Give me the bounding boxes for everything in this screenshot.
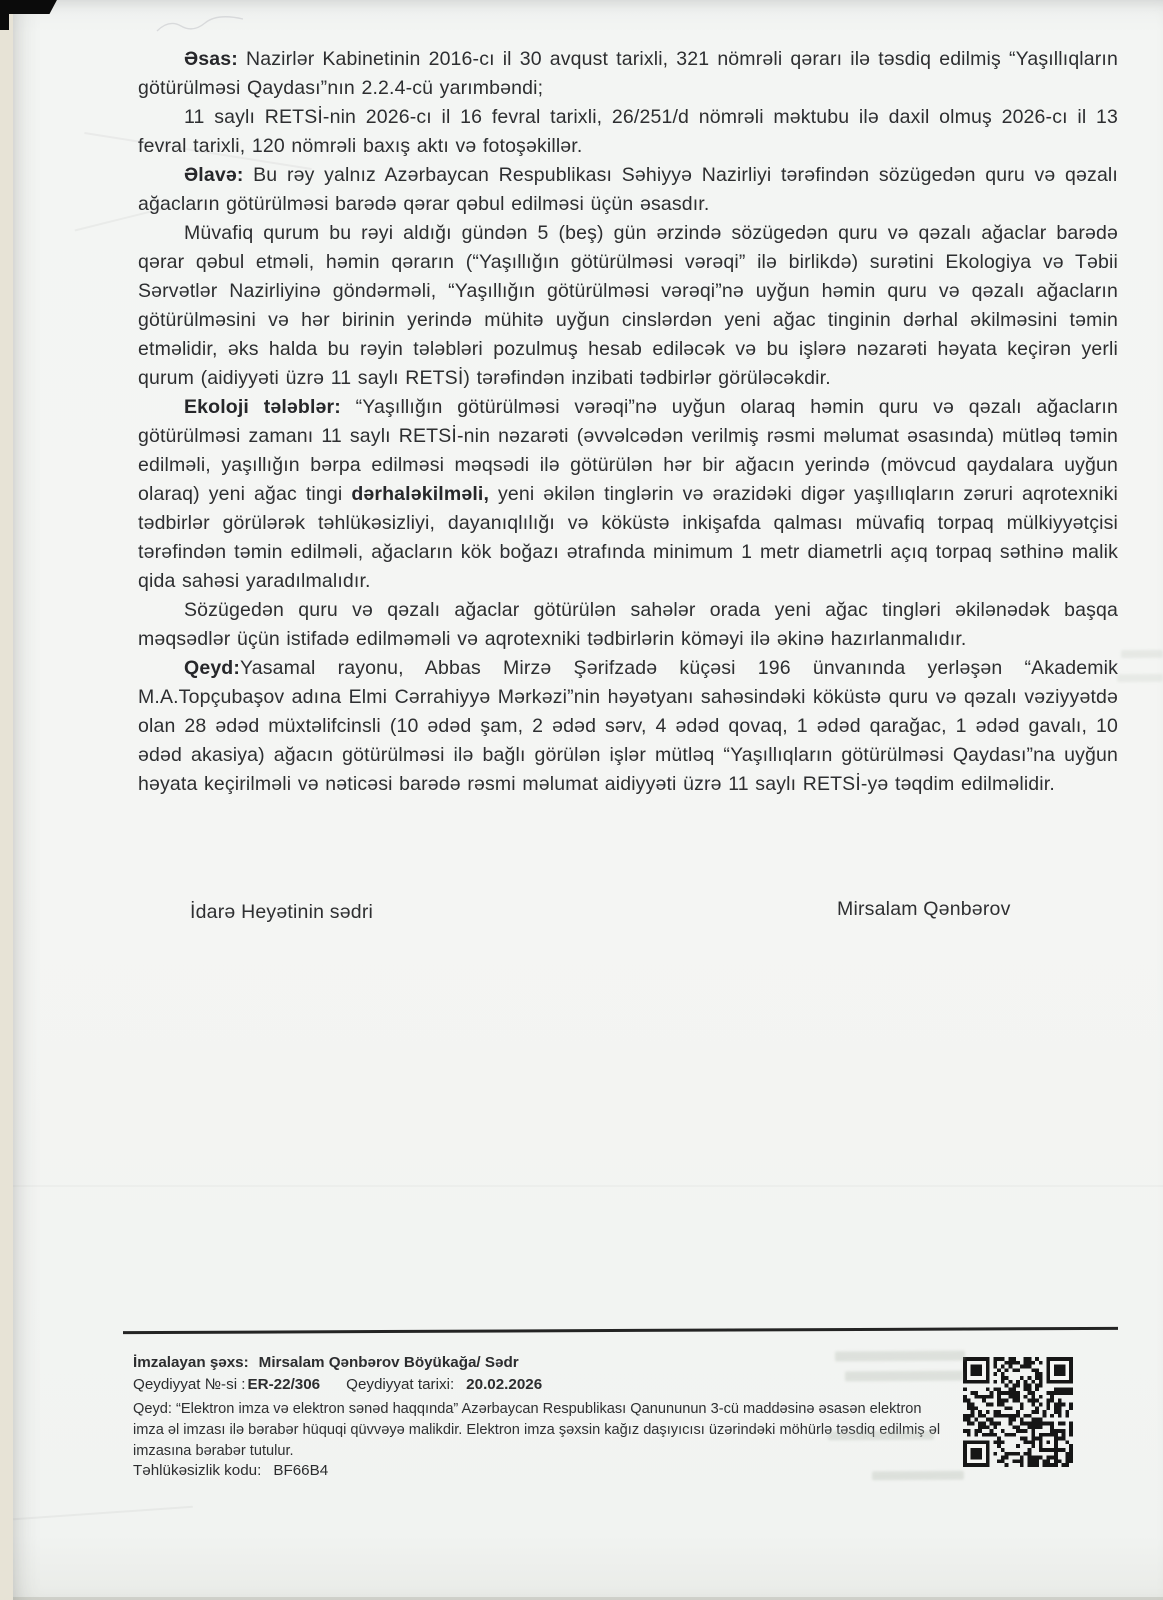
bleed-through-mark — [845, 1371, 963, 1382]
scan-corner-artifact — [0, 0, 9, 30]
bold-text-run: Qeyd: — [184, 657, 241, 679]
text-run: Yasamal rayonu, Abbas Mirzə Şərifzadə küçəsi 196 ünvanında yerləşən “Akademik M.A.Topçubaşov adına Elmi Cərrahiyyə Mərkəzi”nin həyətyanı sahəsindəki köküstə quru və qəzalı vəziyyətdə olan 28 ədəd müxtəlifcinsli (10 ədəd şam, 2 ədəd sərv, 4 ədəd qovaq, 1 ədəd qarağac, 1 ədəd gavalı, 10 ədəd akasiya) ağacın götürülməsi ilə bağlı görülən işlər mütləq “Yaşıllıqların götürülməsi Qaydası”na uyğun həyata keçirilməli və nəticəsi barədə rəsmi məlumat aidiyyəti üzrə 11 saylı RETSİ-yə təqdim edilməlidir. — [138, 657, 1118, 795]
bold-text-run: dərhaləkilməli, — [351, 483, 490, 505]
security-code-value: BF66B4 — [273, 1462, 329, 1479]
bleed-through-mark — [1117, 674, 1163, 682]
text-run: yeni əkilən tinglərin və ərazidəki digər yaşıllıqların zəruri aqrotexniki tədbirlər görülərək təhlükəsizliyi, dayanıqlılığı və köküstə inkişafda qalması müvafiq torpaq mülkiyyətçisi tərəfindən təmin edilməli, ağacların kök boğazı ətrafında minimum 1 metr diametrli açıq torpaq səthinə malik qida sahəsi yaradılmalıdır. — [138, 483, 1118, 592]
paper-crease — [13, 1185, 1163, 1187]
text-run: Bu rəy yalnız Azərbaycan Respublikası Səhiyyə Nazirliyi tərəfindən sözügedən quru və qəzalı ağacların götürülməsi barədə qərar qəbul edilməsi üçün əsasdır. — [138, 164, 1118, 215]
body-paragraph — [138, 161, 1118, 219]
text-run: Sözügedən quru və qəzalı ağaclar götürülən sahələr orada yeni ağac tingləri əkilənədək başqa məqsədlər üçün istifadə edilməməli və aqrotexniki tədbirlərin köməyi ilə əkinə hazırlanmalıdır. — [138, 599, 1118, 650]
security-code-label: Təhlükəsizlik kodu: — [133, 1462, 262, 1479]
text-run: Nazirlər Kabinetinin 2016-cı il 30 avqust tarixli, 321 nömrəli qərarı ilə təsdiq edilmiş “Yaşıllıqların götürülməsi Qaydası”nın 2.2.4-cü yarımbəndi; — [138, 48, 1118, 99]
bleed-through-mark — [828, 1431, 934, 1441]
registration-date-label: Qeydiyyat tarixi: — [346, 1376, 455, 1393]
registration-date-value: 20.02.2026 — [466, 1376, 543, 1393]
bleed-through-mark — [1121, 650, 1163, 658]
bold-text-run: Əlavə: — [184, 164, 244, 186]
text-run: 11 saylı RETSİ-nin 2026-cı il 16 fevral tarixli, 26/251/d nömrəli məktubu ilə daxil olmuş 2026-cı il 13 fevral tarixli, 120 nömrəli baxış aktı və fotoşəkillər. — [138, 106, 1118, 157]
text-run: Müvafiq qurum bu rəyi aldığı gündən 5 (beş) gün ərzində sözügedən quru və qəzalı ağaclar barədə qərar qəbul etməli, həmin qərarın (“Yaşıllığın götürülməsi vərəqi” ilə birlikdə) surətini Ekologiya və Təbii Sərvətlər Nazirliyinə göndərməli, “Yaşıllığın götürülməsi vərəqi”nə uyğun həmin quru və qəzalı ağacların götürülməsini və hər birinin yerində mühitə uyğun cinslərdən yeni ağac tinginin dərhal əkilməsini təmin etməlidir, əks halda bu rəyin tələbləri pozulmuş hesab ediləcək və bu işlərə nəzarəti həyata keçirən yerli qurum (aidiyyəti üzrə 11 saylı RETSİ) tərəfindən inzibati tədbirlər görüləcəkdir. — [138, 222, 1118, 389]
body-paragraph — [138, 393, 1118, 596]
body-text — [138, 45, 1118, 799]
footer-divider — [123, 1327, 1118, 1334]
body-paragraph — [138, 596, 1118, 654]
signature-title: İdarə Heyətinin sədri — [190, 901, 374, 923]
text-run: “Yaşıllığın götürülməsi vərəqi”nə uyğun olaraq həmin quru və qəzalı ağacların götürülməsi zamanı 11 saylı RETSİ-nin nəzarəti (əvvəlcədən verilmiş rəsmi məlumat əsasında) mütləq təmin edilməli, yaşıllığın bərpa edilməsi məqsədi ilə götürülən hər bir ağacın yerində (mövcud qaydalara uyğun olaraq) yeni ağac tingi — [138, 396, 1118, 505]
security-code-line — [133, 1462, 328, 1479]
bleed-through-mark — [835, 1351, 965, 1362]
signer-value: Mirsalam Qənbərov Böyükağa/ Sədr — [258, 1354, 519, 1371]
body-paragraph — [138, 654, 1118, 799]
signature-name: Mirsalam Qənbərov — [837, 898, 1011, 920]
pencil-scribble-mark — [153, 12, 249, 38]
qr-code — [963, 1357, 1073, 1467]
registration-number-label: Qeydiyyat №-si : — [133, 1376, 246, 1393]
body-paragraph — [138, 45, 1118, 103]
bold-text-run: Ekoloji tələblər: — [184, 396, 341, 418]
signer-label: İmzalayan şəxs: — [133, 1354, 249, 1371]
body-paragraph — [138, 103, 1118, 161]
legal-note: Qeyd: “Elektron imza və elektron sənəd haqqında” Azərbaycan Respublikası Qanununun 3-cü maddəsinə əsasən elektron imza əl imzası ilə bərabər hüquqi qüvvəyə malikdir. Elektron imza şəxsin kağız daşıyıcısı üzərindəki möhürlə təsdiq edilmiş əl imzasına bərabər tutulur. — [133, 1401, 941, 1459]
document-page — [13, 0, 1163, 1600]
bold-text-run: Əsas: — [184, 48, 238, 70]
body-paragraph — [138, 219, 1118, 393]
paper-crease — [13, 1506, 193, 1521]
bleed-through-mark — [872, 1471, 964, 1481]
registration-line — [133, 1376, 542, 1393]
registration-number-value: ER-22/306 — [247, 1376, 321, 1393]
signer-line — [133, 1354, 519, 1371]
